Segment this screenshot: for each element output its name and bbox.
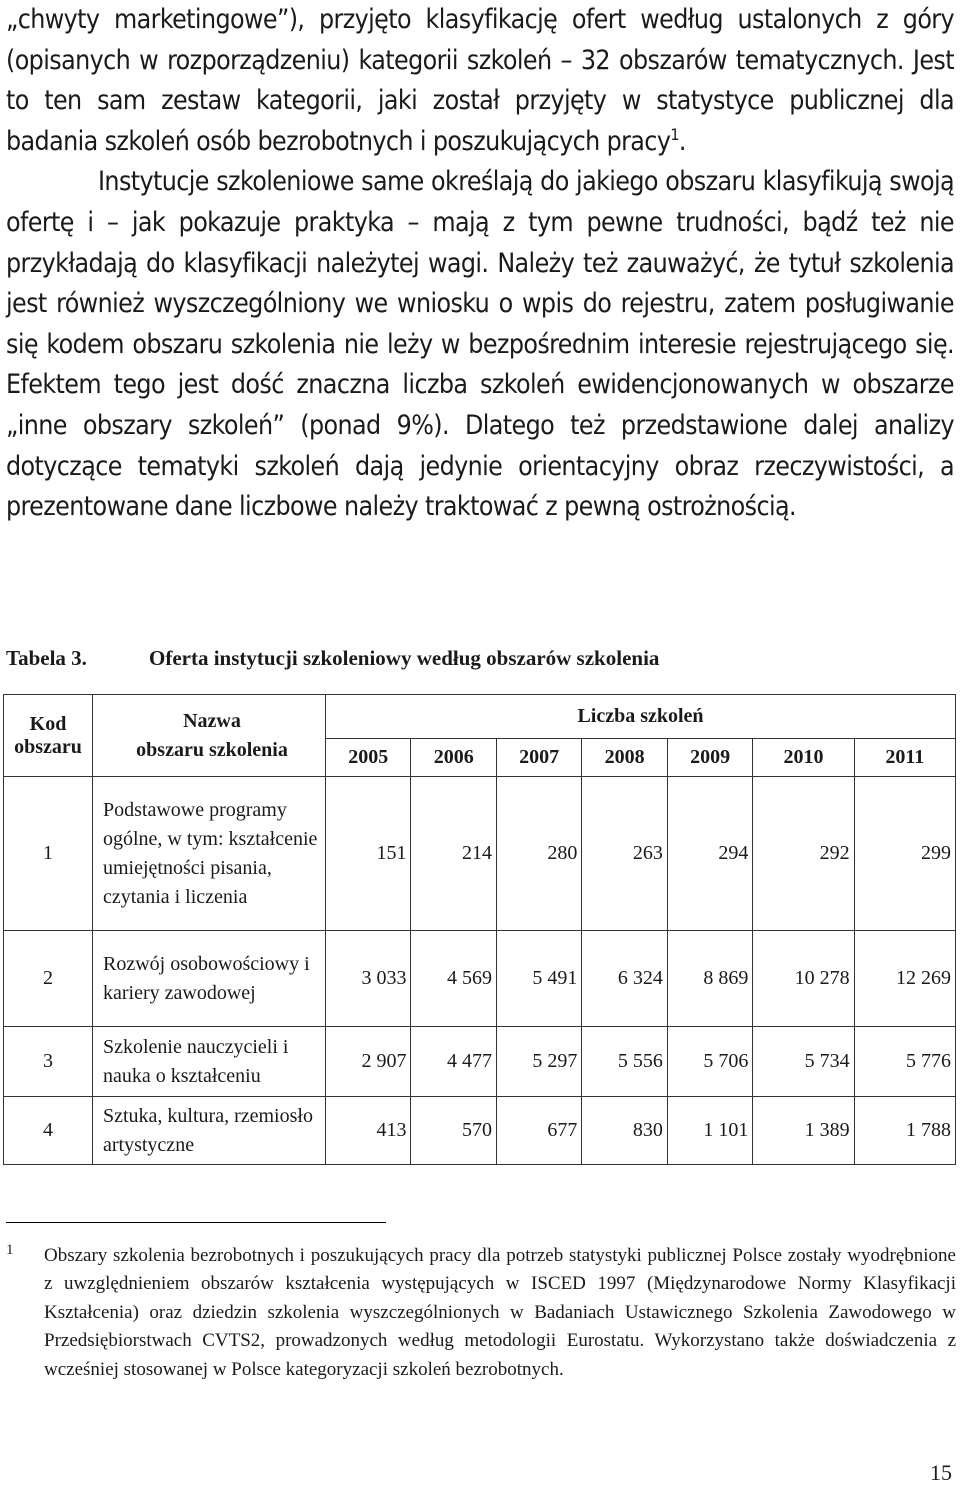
footnote [6, 1242, 956, 1384]
cell-code: 1 [4, 777, 93, 931]
body-text [6, 0, 954, 528]
header-year: 2010 [753, 739, 854, 777]
cell-value: 4 569 [411, 931, 496, 1027]
header-year: 2007 [496, 739, 581, 777]
paragraph-1 [6, 0, 954, 162]
cell-value: 151 [326, 777, 411, 931]
header-code-line2: obszaru [14, 735, 82, 758]
cell-value: 1 389 [753, 1097, 854, 1165]
cell-code: 4 [4, 1097, 93, 1165]
cell-value: 12 269 [854, 931, 955, 1027]
cell-value: 4 477 [411, 1027, 496, 1097]
cell-value: 294 [667, 777, 752, 931]
cell-value: 214 [411, 777, 496, 931]
cell-value: 5 297 [496, 1027, 581, 1097]
cell-value: 299 [854, 777, 955, 931]
cell-value: 677 [496, 1097, 581, 1165]
header-code-line1: Kod [29, 712, 67, 735]
cell-value: 263 [582, 777, 667, 931]
cell-value: 5 734 [753, 1027, 854, 1097]
cell-value: 1 788 [854, 1097, 955, 1165]
table-title: Oferta instytucji szkoleniowy według obszarów szkolenia [149, 646, 660, 670]
cell-value: 413 [326, 1097, 411, 1165]
cell-value: 3 033 [326, 931, 411, 1027]
header-year: 2011 [854, 739, 955, 777]
table-row [4, 777, 956, 931]
header-year: 2006 [411, 739, 496, 777]
cell-name: Podstawowe programy ogólne, w tym: kształcenie umiejętności pisania, czytania i liczenia [93, 777, 326, 931]
page-number: 15 [930, 1460, 952, 1485]
paragraph-1-end: . [678, 125, 686, 157]
cell-value: 570 [411, 1097, 496, 1165]
header-row [4, 695, 956, 739]
cell-name: Szkolenie nauczycieli i nauka o kształceniu [93, 1027, 326, 1097]
cell-value: 8 869 [667, 931, 752, 1027]
footnote-divider [6, 1222, 386, 1223]
cell-code: 3 [4, 1027, 93, 1097]
cell-value: 5 556 [582, 1027, 667, 1097]
cell-value: 10 278 [753, 931, 854, 1027]
cell-value: 830 [582, 1097, 667, 1165]
header-year: 2009 [667, 739, 752, 777]
cell-value: 5 706 [667, 1027, 752, 1097]
header-year: 2008 [582, 739, 667, 777]
table-label: Tabela 3. [6, 646, 87, 670]
cell-value: 6 324 [582, 931, 667, 1027]
cell-value: 292 [753, 777, 854, 931]
header-code [4, 695, 93, 777]
table-row [4, 1097, 956, 1165]
footnote-mark: 1 [6, 1242, 14, 1258]
cell-value: 5 776 [854, 1027, 955, 1097]
header-name [93, 695, 326, 777]
cell-value: 280 [496, 777, 581, 931]
footnote-text: Obszary szkolenia bezrobotnych i poszukujących pracy dla potrzeb statystyki publicznej Polsce zostały wyodrębnione z uwzględnieniem obszarów kształcenia występujących w ISCED 1997 (Międzynarodowe Normy Klasyfikacji Kształcenia) oraz dziedzin szkolenia wyszczególnionych w Badaniach Ustawicznego Szkolenia Zawodowego w Przedsiębiorstwach CVTS2, prowadzonych według metodologii Eurostatu. Wykorzystano także doświadczenia z wcześniej stosowanej w Polsce kategoryzacji szkoleń bezrobotnych. [44, 1245, 956, 1380]
table-row [4, 1027, 956, 1097]
cell-value: 5 491 [496, 931, 581, 1027]
header-count: Liczba szkoleń [326, 695, 956, 739]
data-table [3, 694, 956, 1165]
cell-code: 2 [4, 931, 93, 1027]
cell-value: 2 907 [326, 1027, 411, 1097]
header-name-line1: Nazwa [183, 709, 241, 732]
cell-name: Rozwój osobowościowy i kariery zawodowej [93, 931, 326, 1027]
header-name-line2: obszaru szkolenia [136, 738, 288, 761]
cell-value: 1 101 [667, 1097, 752, 1165]
header-year: 2005 [326, 739, 411, 777]
cell-name: Sztuka, kultura, rzemiosło artystyczne [93, 1097, 326, 1165]
footnote-reference[interactable]: 1 [670, 124, 679, 144]
paragraph-1-text: „chwyty marketingowe”), przyjęto klasyfikację ofert według ustalonych z góry (opisanych w rozporządzeniu) kategorii szkoleń – 32 obszarów tematycznych. Jest to ten sam zestaw kategorii, jaki został przyjęty w statystyce publicznej dla badania szkoleń osób bezrobotnych i poszukujących pracy [6, 4, 954, 157]
table-row [4, 931, 956, 1027]
table-body [4, 777, 956, 1165]
paragraph-2: Instytucje szkoleniowe same określają do jakiego obszaru klasyfikują swoją ofertę i – jak pokazuje praktyka – mają z tym pewne trudności, bądź też nie przykładają do klasyfikacji należytej wagi. Należy też zauważyć, że tytuł szkolenia jest również wyszczególniony we wniosku o wpis do rejestru, zatem posługiwanie się kodem obszaru szkolenia nie leży w bezpośrednim interesie rejestrującego się. Efektem tego jest dość znaczna liczba szkoleń ewidencjonowanych w obszarze „inne obszary szkoleń” (ponad 9%). Dlatego też przedstawione dalej analizy dotyczące tematyki szkoleń dają jedynie orientacyjny obraz rzeczywistości, a prezentowane dane liczbowe należy traktować z pewną ostrożnością. [6, 166, 954, 523]
